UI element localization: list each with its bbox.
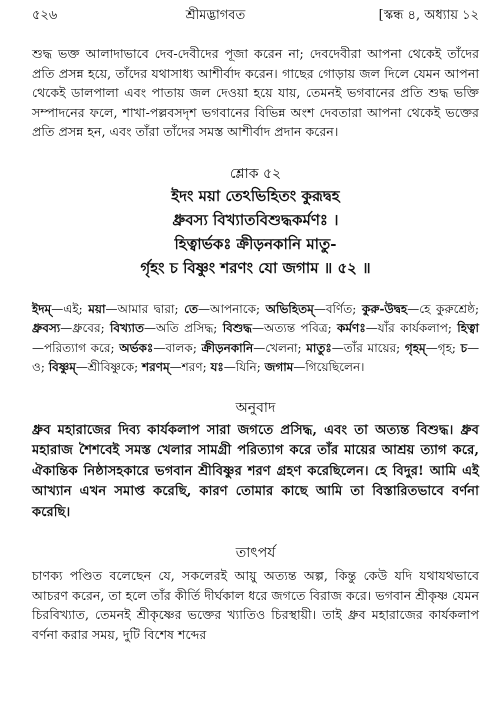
sanskrit-word: ক্রীড়নকানি	[201, 340, 254, 355]
purport-title: তাৎপর্য	[235, 545, 276, 562]
verse-title: শ্লোক ৫২	[229, 165, 282, 182]
verse-line: হিত্বার্ভকঃ ক্রীড়নকানি মাতু-	[174, 234, 337, 253]
word-meaning: অতি প্রসিদ্ধ	[155, 321, 214, 336]
word-meaning: অত্যন্ত পবিত্র	[263, 321, 328, 336]
sanskrit-word: অর্ভকঃ	[119, 340, 154, 355]
page-number: ৫২৬	[32, 8, 58, 23]
translation-title: অনুবাদ	[235, 399, 276, 416]
sanskrit-word: জগাম	[264, 360, 294, 375]
word-meaning: শরণ	[181, 360, 203, 375]
sanskrit-word: বিষ্ণুম্	[48, 360, 76, 375]
sanskrit-word: যঃ	[210, 360, 224, 375]
verse-line: ধ্রুবস্য বিখ্যাতবিশুদ্ধকর্মণঃ ।	[172, 210, 339, 229]
sanskrit-word: বিশুদ্ধ	[222, 321, 252, 336]
word-meaning: আপনাকে	[210, 301, 257, 316]
word-meaning: গিয়েছিলেন।	[305, 360, 365, 375]
word-meaning: ধ্রুবের	[72, 321, 101, 336]
sanskrit-word: অভিহিতম্	[265, 301, 314, 316]
verse-line: ইদং ময়া তেঽভিহিতং কুরূদ্বহ	[171, 186, 340, 205]
word-meaning: বালক	[165, 340, 193, 355]
word-meaning: এই	[63, 301, 79, 316]
sanskrit-word: বিখ্যাত	[110, 321, 144, 336]
word-meaning: গৃহ	[437, 340, 452, 355]
translation-text: ধ্রুব মহারাজের দিব্য কার্যকলাপ সারা জগতে প্রসিদ্ধ, এবং তা অত্যন্ত বিশুদ্ধ। ধ্রুব মহারাজ শৈশবেই সমস্ত খেলার সামগ্রী পরিত্যাগ করে তাঁর মায়ের আশ্রয় ত্যাগ করে, ঐকান্তিক নিষ্ঠাসহকারে ভগবান শ্রীবিষ্ণুর শরণ গ্রহণ করেছিলেন। হে বিদুর! আমি এই আখ্যান এখন সমাপ্ত করেছি, কারণ তোমার কাছে আমি তা বিস্তারিতভাবে বর্ণনা করেছি।	[32, 422, 479, 520]
word-meaning: যিনি	[235, 360, 257, 375]
word-meaning: পরিত্যাগ করে	[44, 340, 111, 355]
sanskrit-word: তে	[184, 301, 198, 316]
word-meaning: হে কুরুশ্রেষ্ঠ	[419, 301, 475, 316]
sanskrit-word: হিত্বা	[457, 321, 480, 336]
book-title: শ্রীমদ্ভাগবত	[185, 8, 246, 23]
sanskrit-word: কুরু-উদ্বহ	[361, 301, 408, 316]
sanskrit-word: ইদম্	[32, 301, 52, 316]
section-reference: [স্কন্ধ ৪, অধ্যায় ১২	[378, 8, 479, 23]
sanskrit-word: চ	[460, 340, 468, 355]
intro-paragraph: শুদ্ধ ভক্ত আলাদাভাবে দেব-দেবীদের পূজা করেন না; দেবদেবীরা আপনা থেকেই তাঁদের প্রতি প্রসন্ন হয়ে, তাঁদের যথাসাধ্য আশীর্বাদ করেন। গাছের গোড়ায় জল দিলে যেমন আপনা থেকেই ডালপালা এবং পাতায় জল দেওয়া হয়ে যায়, তেমনই ভগবানের প্রতি শুদ্ধ ভক্তি সম্পাদনের ফলে, শাখা-পল্লবসদৃশ ভগবানের বিভিন্ন অংশ দেবতারা আপনা থেকেই ভক্তের প্রতি প্রসন্ন হন, এবং তাঁরা তাঁদের সমস্ত আশীর্বাদ প্রদান করেন।	[32, 46, 479, 140]
word-meaning: বর্ণিত	[325, 301, 353, 316]
page-header	[32, 0, 479, 24]
sanskrit-word: মাতুঃ	[306, 340, 332, 355]
word-for-word-meanings: ইদম্—এই; ময়া—আমার দ্বারা; তে—আপনাকে; অভিহিতম্—বর্ণিত; কুরু-উদ্বহ—হে কুরুশ্রেষ্ঠ; ধ্রুবস্য—ধ্রুবের; বিখ্যাত—অতি প্রসিদ্ধ; বিশুদ্ধ—অত্যন্ত পবিত্র; কর্মণঃ—যাঁর কার্যকলাপ; হিত্বা—পরিত্যাগ করে; অর্ভকঃ—বালক; ক্রীড়নকানি—খেলনা; মাতুঃ—তাঁর মায়ের; গৃহম্—গৃহ; চ—ও; বিষ্ণুম্—শ্রীবিষ্ণুকে; শরণম্—শরণ; যঃ—যিনি; জগাম—গিয়েছিলেন।	[32, 301, 480, 375]
purport-text: চাণক্য পণ্ডিত বলেছেন যে, সকলেরই আয়ু অত্যন্ত অল্প, কিন্তু কেউ যদি যথাযথভাবে আচরণ করেন, তা হলে তাঁর কীর্তি দীর্ঘকাল ধরে জগতে বিরাজ করে। ভগবান শ্রীকৃষ্ণ যেমন চিরবিখ্যাত, তেমনই শ্রীকৃষ্ণের ভক্তের খ্যাতিও চিরস্থায়ী। তাই ধ্রুব মহারাজের কার্যকলাপ বর্ণনা করার সময়, দুটি বিশেষ শব্দের	[32, 568, 479, 642]
sanskrit-word: গৃহম্	[404, 340, 426, 355]
sanskrit-word: কর্মণঃ	[337, 321, 366, 336]
verse-block	[32, 164, 479, 280]
word-meaning: খেলনা	[265, 340, 298, 355]
word-meaning: যাঁর কার্যকলাপ	[377, 321, 448, 336]
word-meaning: ও	[32, 360, 41, 375]
sanskrit-word: ধ্রুবস্য	[32, 321, 61, 336]
word-meaning: তাঁর মায়ের	[343, 340, 397, 355]
sanskrit-word: ময়া	[88, 301, 106, 316]
verse-line: র্গৃহং চ বিষ্ণুং শরণং যো জগাম ॥ ৫২ ॥	[140, 258, 371, 277]
word-meaning: শ্রীবিষ্ণুকে	[87, 360, 135, 375]
word-meaning: আমার দ্বারা	[117, 301, 175, 316]
sanskrit-word: শরণম্	[142, 360, 170, 375]
